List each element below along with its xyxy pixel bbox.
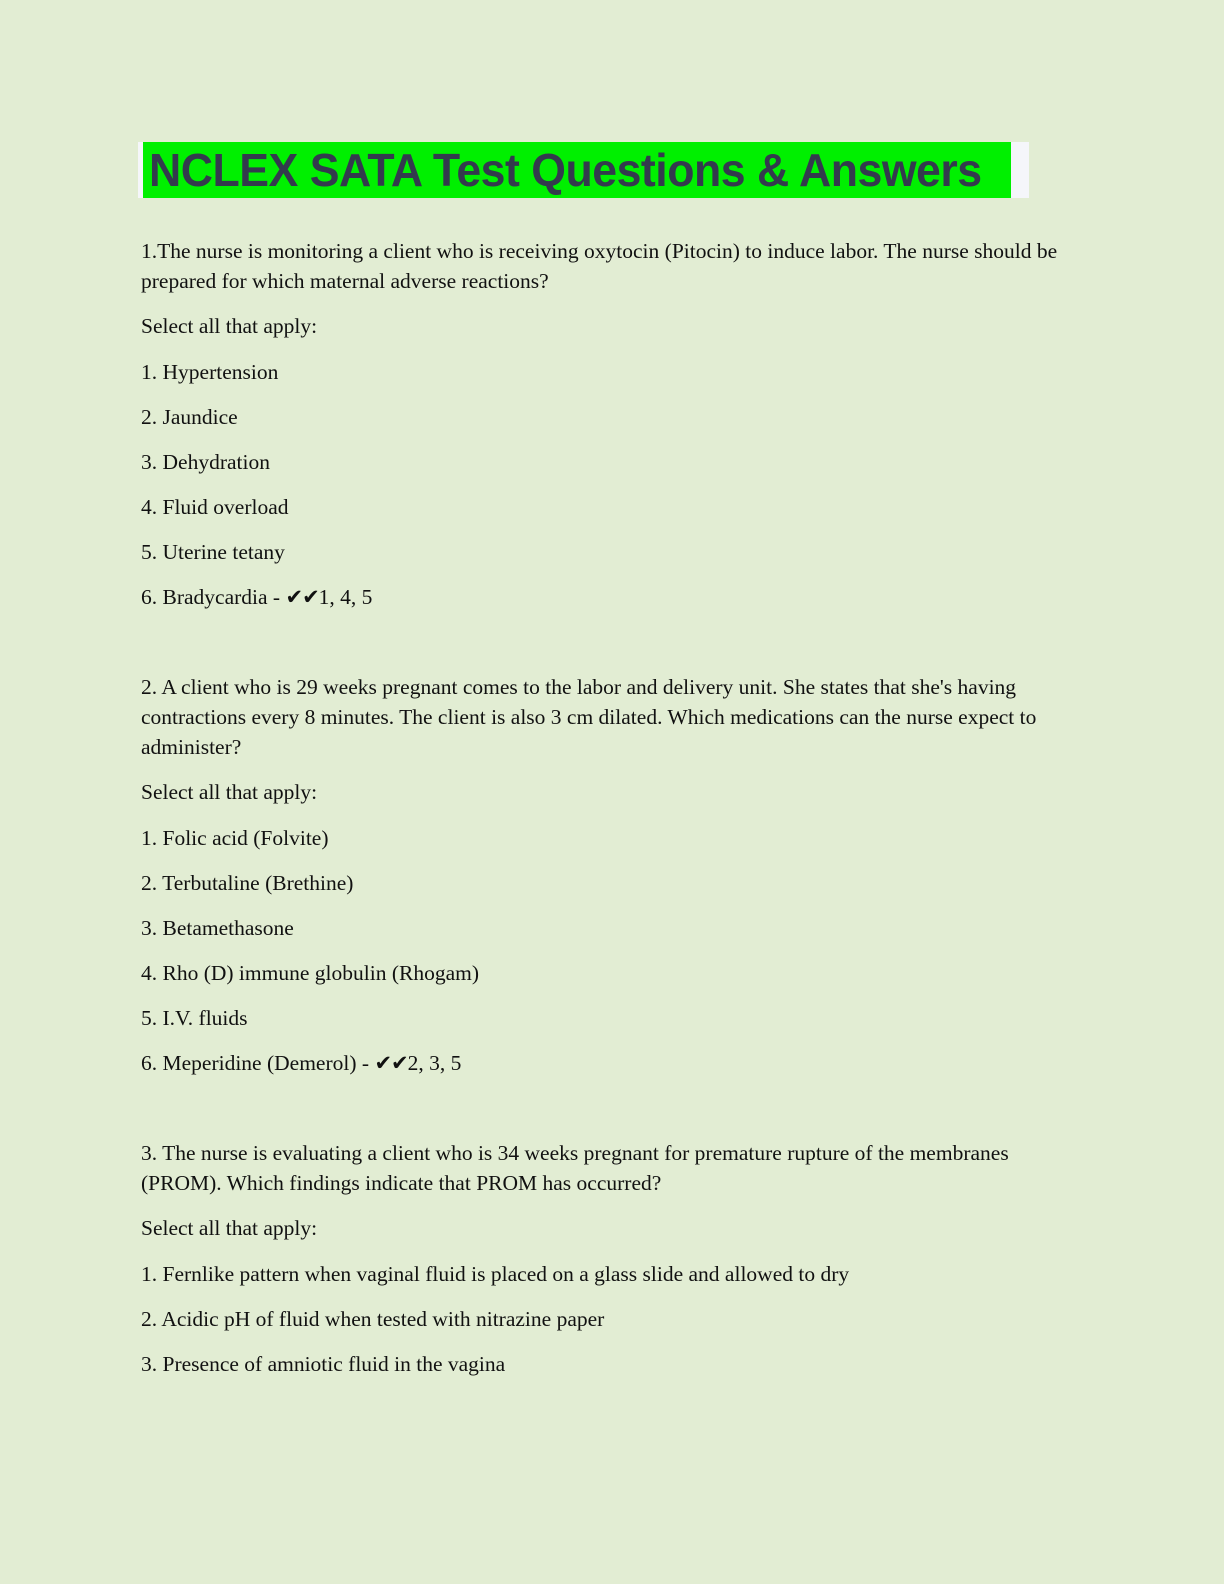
answer-key: 1, 4, 5 — [318, 585, 373, 609]
answer-option: 3. Betamethasone — [141, 916, 294, 940]
answer-option: 5. Uterine tetany — [141, 540, 285, 564]
answer-key: 2, 3, 5 — [407, 1051, 462, 1075]
answer-option: 1. Fernlike pattern when vaginal fluid is placed on a glass slide and allowed to dry — [141, 1262, 850, 1286]
answer-option-label: 6. Bradycardia - — [141, 585, 286, 609]
question-spacer — [141, 612, 1063, 672]
questions-container — [141, 236, 1063, 1379]
answer-option: 1. Hypertension — [141, 360, 279, 384]
answer-option: 4. Fluid overload — [141, 495, 289, 519]
answer-option: 1. Folic acid (Folvite) — [141, 826, 329, 850]
question-block — [141, 236, 1063, 612]
answer-option: 2. Terbutaline (Brethine) — [141, 871, 354, 895]
answer-option-label: 6. Meperidine (Demerol) - — [141, 1051, 375, 1075]
page-title: NCLEX SATA Test Questions & Answers — [149, 144, 982, 196]
select-all-prompt: Select all that apply: — [141, 1216, 318, 1240]
question-stem: 2. A client who is 29 weeks pregnant comes to the labor and delivery unit. She states that she's having contractions every 8 minutes. The client is also 3 cm dilated. Which medications can the nurse expect to administer? — [141, 675, 1037, 759]
answer-option: 3. Presence of amniotic fluid in the vagina — [141, 1352, 506, 1376]
answer-option-with-key — [141, 1048, 1063, 1078]
answer-option: 3. Dehydration — [141, 450, 270, 474]
checkmark-icon: ✔✔ — [374, 1051, 408, 1075]
answer-option: 4. Rho (D) immune globulin (Rhogam) — [141, 961, 479, 985]
checkmark-icon: ✔✔ — [285, 585, 319, 609]
title-highlight-block — [143, 142, 1011, 198]
answer-option: 2. Jaundice — [141, 405, 238, 429]
title-right-spacer — [1011, 142, 1029, 198]
question-stem: 3. The nurse is evaluating a client who is 34 weeks pregnant for premature rupture of the membranes (PROM). Which findings indicate that PROM has occurred? — [141, 1141, 1009, 1195]
select-all-prompt: Select all that apply: — [141, 780, 318, 804]
question-stem: 1.The nurse is monitoring a client who is receiving oxytocin (Pitocin) to induce labor. The nurse should be prepared for which maternal adverse reactions? — [141, 239, 1058, 293]
select-all-prompt: Select all that apply: — [141, 314, 318, 338]
document-title-banner — [138, 142, 1029, 198]
question-spacer — [141, 1078, 1063, 1138]
question-block — [141, 1138, 1063, 1379]
answer-option: 5. I.V. fluids — [141, 1006, 248, 1030]
answer-option-with-key — [141, 582, 1063, 612]
answer-option: 2. Acidic pH of fluid when tested with nitrazine paper — [141, 1307, 605, 1331]
question-block — [141, 672, 1063, 1078]
